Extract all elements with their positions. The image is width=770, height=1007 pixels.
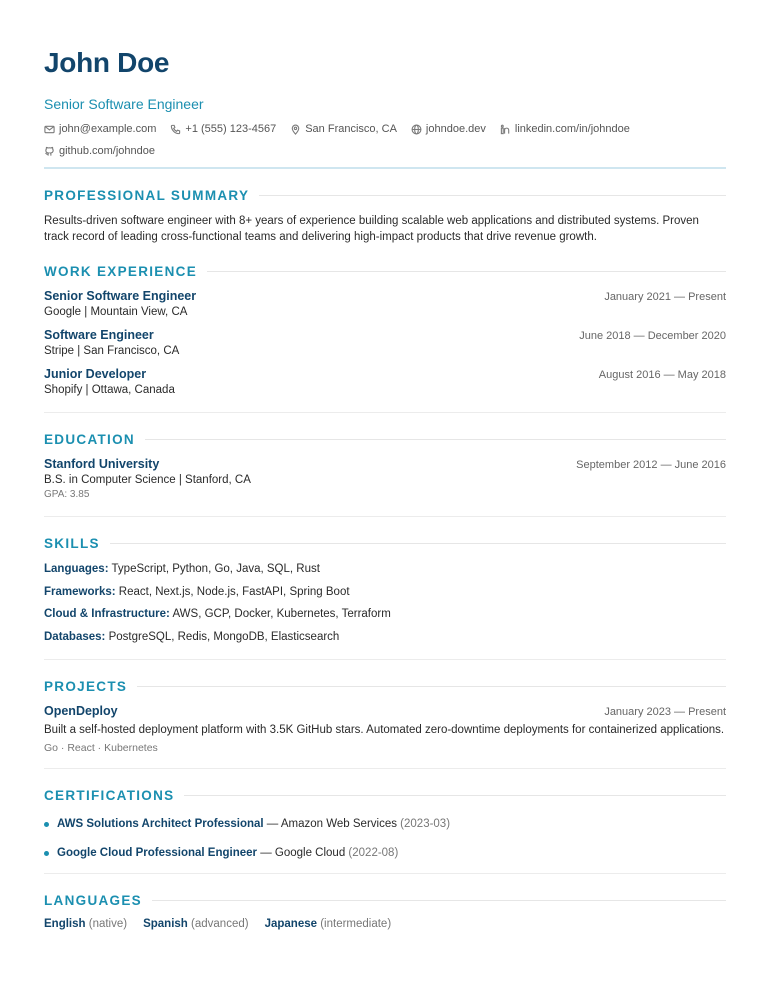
skill-label: Languages:: [44, 563, 109, 575]
github-icon: [44, 146, 55, 157]
languages-section: [44, 892, 726, 930]
section-title: PROJECTS: [44, 678, 128, 694]
certification-date: (2022-08): [348, 847, 399, 859]
skill-row: [44, 584, 726, 601]
globe-icon: [411, 124, 422, 135]
section-rule: [110, 543, 726, 544]
language-level: (intermediate): [320, 918, 392, 930]
language-item: [143, 918, 248, 930]
skill-values: React, Next.js, Node.js, FastAPI, Spring Boot: [118, 585, 350, 598]
bullet-icon: [44, 822, 49, 827]
section-title: WORK EXPERIENCE: [44, 263, 198, 279]
contact-github-text: github.com/johndoe: [59, 145, 156, 157]
skills-section: [44, 535, 726, 660]
contact-email-text: john@example.com: [59, 123, 157, 135]
certifications-section: [44, 787, 726, 874]
section-rule: [259, 195, 726, 196]
skill-row: [44, 629, 726, 646]
entry-header: [44, 289, 726, 303]
job-title: Senior Software Engineer: [44, 96, 204, 112]
section-header: [44, 678, 726, 694]
experience-section: [44, 263, 726, 413]
job-role: Junior Developer: [44, 367, 147, 381]
entry-header: [44, 457, 726, 471]
job-company: Google | Mountain View, CA: [44, 306, 188, 318]
section-divider: [44, 412, 726, 413]
section-title: EDUCATION: [44, 431, 135, 447]
section-title: LANGUAGES: [44, 892, 142, 908]
section-rule: [152, 900, 726, 901]
degree: B.S. in Computer Science | Stanford, CA: [44, 474, 251, 486]
job-dates: June 2018 — December 2020: [579, 330, 726, 342]
education-entry: [44, 457, 726, 500]
section-divider: [44, 768, 726, 769]
language-name: Spanish: [143, 918, 188, 930]
contact-phone[interactable]: [170, 121, 276, 137]
project-tags: Go · React · Kubernetes: [44, 742, 158, 754]
skill-values: PostgreSQL, Redis, MongoDB, Elasticsearch: [108, 630, 340, 643]
location-icon: [290, 124, 301, 135]
language-level: (advanced): [191, 918, 249, 930]
certification-name: Google Cloud Professional Engineer: [57, 847, 257, 859]
contact-email[interactable]: [44, 121, 156, 137]
skill-values: AWS, GCP, Docker, Kubernetes, Terraform: [172, 608, 391, 620]
job-company: Shopify | Ottawa, Canada: [44, 384, 175, 396]
language-list: [44, 918, 726, 930]
contact-location: [290, 121, 397, 137]
certification-item: [44, 844, 726, 862]
section-header: [44, 187, 726, 203]
language-level: (native): [88, 918, 128, 930]
project-entry: [44, 704, 726, 754]
summary-section: [44, 187, 726, 245]
certification-issuer: — Google Cloud: [257, 847, 349, 859]
contact-linkedin-text: linkedin.com/in/johndoe: [514, 123, 630, 135]
project-name: OpenDeploy: [44, 704, 118, 718]
job-role: Software Engineer: [44, 328, 154, 342]
language-item: [44, 918, 127, 930]
project-dates: January 2023 — Present: [604, 706, 726, 718]
experience-entry: [44, 328, 726, 357]
phone-icon: [170, 124, 181, 135]
certification-item: [44, 815, 726, 833]
contact-website[interactable]: [411, 121, 486, 137]
job-company: Stripe | San Francisco, CA: [44, 345, 180, 357]
skill-row: [44, 606, 726, 623]
entry-header: [44, 367, 726, 381]
project-description: Built a self-hosted deployment platform with 3.5K GitHub stars. Automated zero-downtime deployments for containerized applications.: [44, 724, 725, 736]
section-title: SKILLS: [44, 535, 100, 551]
section-rule: [184, 795, 726, 796]
section-header: [44, 431, 726, 447]
section-rule: [145, 439, 726, 440]
skill-values: TypeScript, Python, Go, Java, SQL, Rust: [111, 563, 320, 575]
contact-list: [44, 121, 726, 159]
certification-issuer: — Amazon Web Services: [263, 818, 401, 830]
header-divider: [44, 167, 726, 169]
gpa: GPA: 3.85: [44, 489, 90, 500]
experience-entry: [44, 367, 726, 396]
bullet-icon: [44, 851, 49, 856]
section-title: CERTIFICATIONS: [44, 787, 175, 803]
section-header: [44, 892, 726, 908]
section-header: [44, 263, 726, 279]
section-rule: [207, 271, 726, 272]
entry-header: [44, 704, 726, 718]
skill-label: Frameworks:: [44, 585, 116, 598]
section-divider: [44, 873, 726, 874]
section-divider: [44, 516, 726, 517]
job-dates: August 2016 — May 2018: [598, 369, 726, 381]
section-rule: [137, 686, 726, 687]
linkedin-icon: [500, 124, 511, 135]
skill-label: Databases:: [44, 630, 106, 643]
contact-github[interactable]: [44, 143, 155, 159]
certification-list: [44, 815, 726, 862]
job-dates: January 2021 — Present: [604, 291, 726, 303]
contact-linkedin[interactable]: [500, 121, 630, 137]
education-dates: September 2012 — June 2016: [576, 459, 726, 471]
candidate-name: John Doe: [44, 47, 170, 78]
contact-location-text: San Francisco, CA: [305, 123, 397, 135]
education-section: [44, 431, 726, 517]
skill-row: [44, 561, 726, 578]
mail-icon: [44, 124, 55, 135]
school-name: Stanford University: [44, 457, 160, 471]
projects-section: [44, 678, 726, 769]
language-item: [265, 918, 392, 930]
language-name: English: [44, 918, 86, 930]
experience-entry: [44, 289, 726, 318]
section-divider: [44, 659, 726, 660]
summary-text: Results-driven software engineer with 8+ years of experience building scalable web applications and distributed systems. Proven track record of leading cross-functional teams and delivering high-impact products that drive revenue growth.: [44, 215, 699, 243]
section-title: PROFESSIONAL SUMMARY: [44, 187, 250, 203]
certification-name: AWS Solutions Architect Professional: [57, 818, 264, 830]
contact-website-text: johndoe.dev: [425, 123, 486, 135]
section-header: [44, 535, 726, 551]
job-role: Senior Software Engineer: [44, 289, 197, 303]
section-header: [44, 787, 726, 803]
language-name: Japanese: [264, 918, 318, 930]
contact-phone-text: +1 (555) 123-4567: [185, 123, 277, 135]
skill-label: Cloud & Infrastructure:: [44, 608, 170, 620]
entry-header: [44, 328, 726, 342]
certification-date: (2023-03): [400, 818, 451, 830]
